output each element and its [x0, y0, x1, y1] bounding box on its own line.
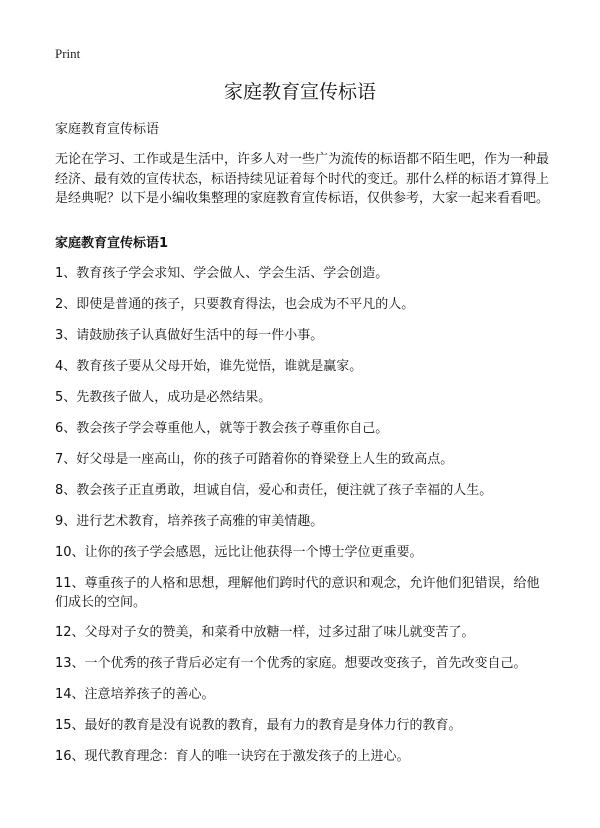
list-item: 12、父母对子女的赞美，和菜肴中放糖一样，过多过甜了味儿就变苦了。: [55, 625, 475, 640]
list-item: 11、尊重孩子的人格和思想，理解他们跨时代的意识和观念，允许他们犯错误，给他们成长的空间。: [55, 576, 540, 610]
slogan-list: [55, 264, 550, 778]
page-title: 家庭教育宣传标语: [223, 81, 376, 103]
list-item: 9、进行艺术教育，培养孩子高雅的审美情趣。: [55, 514, 324, 529]
list-item: 13、一个优秀的孩子背后必定有一个优秀的家庭。想要改变孩子，首先改变自己。: [55, 656, 527, 671]
list-item: 2、即使是普通的孩子，只要教育得法，也会成为不平凡的人。: [55, 297, 415, 312]
list-item: 10、让你的孩子学会感恩，远比让他获得一个博士学位更重要。: [55, 545, 423, 560]
list-item: 14、注意培养孩子的善心。: [55, 687, 215, 702]
print-link[interactable]: Print: [55, 46, 81, 61]
list-item: 8、教会孩子正直勇敢，坦诚自信，爱心和责任，便注就了孩子幸福的人生。: [55, 483, 493, 498]
list-item: 15、最好的教育是没有说教的教育，最有力的教育是身体力行的教育。: [55, 718, 462, 733]
intro-paragraph: 无论在学习、工作或是生活中，许多人对一些广为流传的标语都不陌生吧，作为一种最经济、最有效的宣传状态，标语持续见证着每个时代的变迁。那什么样的标语才算得上是经典呢？以下是小编收集整理的家庭教育宣传标语，仅供参考，大家一起来看看吧。: [55, 152, 550, 206]
list-item: 5、先教孩子做人，成功是必然结果。: [55, 390, 272, 405]
list-item: 7、好父母是一座高山，你的孩子可踏着你的脊梁登上人生的致高点。: [55, 452, 454, 467]
subtitle: 家庭教育宣传标语: [55, 122, 160, 137]
list-item: 16、现代教育理念：育人的唯一诀窍在于激发孩子的上进心。: [55, 749, 410, 764]
list-item: 3、请鼓励孩子认真做好生活中的每一件小事。: [55, 328, 324, 343]
list-item: 4、教育孩子要从父母开始，谁先觉悟，谁就是赢家。: [55, 359, 363, 374]
section-heading: 家庭教育宣传标语1: [55, 236, 169, 251]
list-item: 1、教育孩子学会求知、学会做人、学会生活、学会创造。: [55, 266, 389, 281]
list-item: 6、教会孩子学会尊重他人，就等于教会孩子尊重你自己。: [55, 421, 389, 436]
